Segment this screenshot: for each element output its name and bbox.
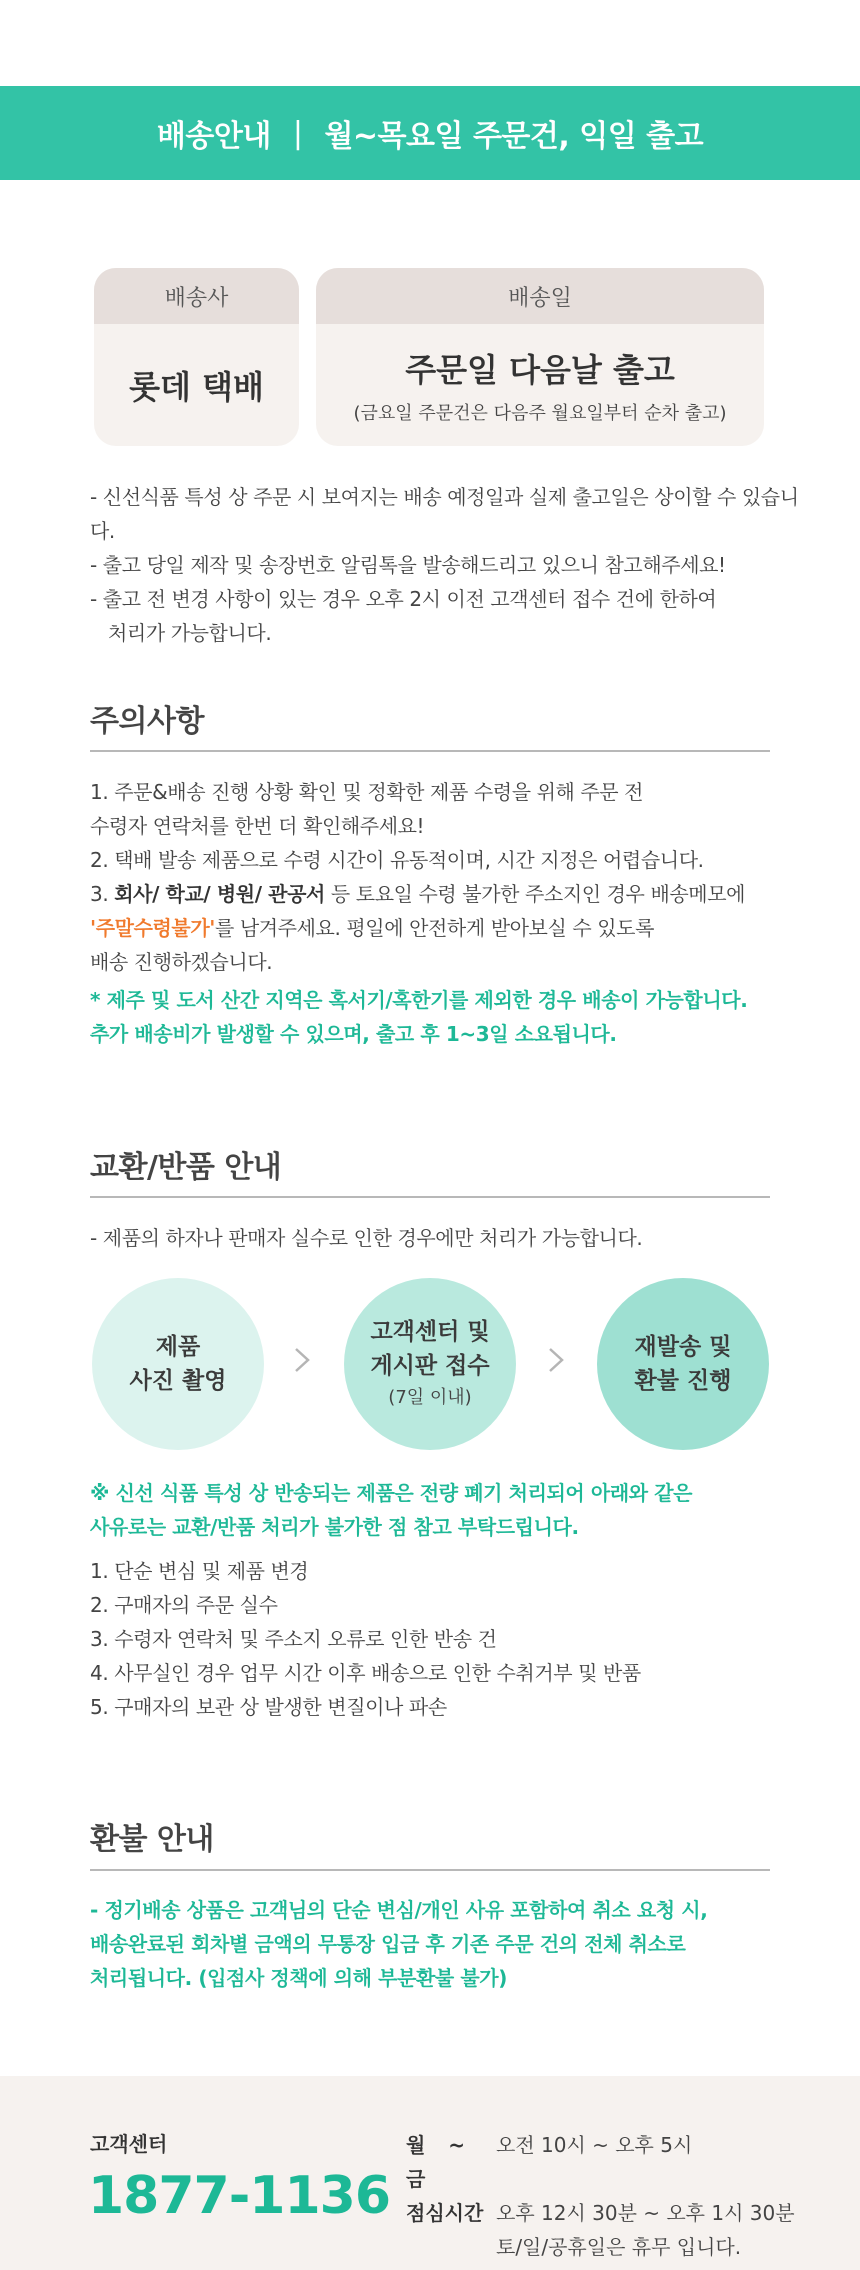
- banner-title: 배송안내: [156, 119, 271, 154]
- banner-separator: |: [292, 115, 303, 151]
- customer-center-phone[interactable]: 1877-1136: [88, 2166, 391, 2226]
- refund-line: 처리됩니다. (입점사 정책에 의해 부분환불 불가): [90, 1966, 507, 1990]
- carrier-card: [94, 268, 299, 446]
- hours-label: 월 ~ 금: [406, 2133, 474, 2191]
- business-hours: [406, 2128, 795, 2264]
- step-customer-center: 고객센터 및 게시판 접수 (7일 이내): [344, 1278, 516, 1450]
- exchange-divider: [90, 1196, 770, 1198]
- hours-value: 오전 10시 ~ 오후 5시: [496, 2133, 693, 2157]
- carrier-name: 롯데 택배: [129, 368, 264, 406]
- caution-island-notice: 추가 배송비가 발생할 수 있으며, 출고 후 1~3일 소요됩니다.: [90, 1022, 617, 1046]
- caution-line: 수령자 연락처를 한번 더 확인해주세요!: [90, 814, 425, 838]
- caution-line: '주말수령불가'를 남겨주세요. 평일에 안전하게 받아보실 수 있도록: [90, 916, 654, 940]
- ship-date-value: 주문일 다음날 출고: [405, 351, 675, 389]
- refund-line: - 정기배송 상품은 고객님의 단순 변심/개인 사유 포함하여 취소 요청 시,: [90, 1898, 708, 1922]
- caution-line: 3. 회사/ 학교/ 병원/ 관공서 등 토요일 수령 불가한 주소지인 경우 배송메모에: [90, 882, 746, 906]
- shipping-banner: [0, 86, 860, 180]
- lunch-value: 오후 12시 30분 ~ 오후 1시 30분: [496, 2201, 795, 2225]
- exchange-title: 교환/반품 안내: [90, 1150, 282, 1185]
- ship-date-card: [316, 268, 764, 446]
- step-photo: 제품 사진 촬영: [92, 1278, 264, 1450]
- exchange-notice: [90, 1476, 790, 1544]
- lunch-label: 점심시간: [406, 2201, 484, 2225]
- caution-bold-places: 회사/ 학교/ 병원/ 관공서: [114, 882, 325, 906]
- refund-divider: [90, 1869, 770, 1871]
- delivery-notes: [90, 480, 810, 650]
- list-item: 2. 구매자의 주문 실수: [90, 1593, 278, 1617]
- exchange-reasons: [90, 1554, 790, 1724]
- caution-list: [90, 775, 790, 1051]
- caution-island-notice: * 제주 및 도서 산간 지역은 혹서기/혹한기를 제외한 경우 배송이 가능합니다.: [90, 988, 748, 1012]
- list-item: 4. 사무실인 경우 업무 시간 이후 배송으로 인한 수취거부 및 반품: [90, 1661, 641, 1685]
- caution-line: 2. 택배 발송 제품으로 수령 시간이 유동적이며, 시간 지정은 어렵습니다.: [90, 848, 704, 872]
- refund-line: 배송완료된 회차별 금액의 무통장 입금 후 기존 주문 건의 전체 취소로: [90, 1932, 686, 1956]
- list-item: 5. 구매자의 보관 상 발생한 변질이나 파손: [90, 1695, 447, 1719]
- chevron-right-icon: [292, 1345, 312, 1375]
- caution-line: 1. 주문&배송 진행 상황 확인 및 정확한 제품 수령을 위해 주문 전: [90, 780, 644, 804]
- carrier-card-header: 배송사: [94, 268, 299, 324]
- weekend-unavailable-highlight: '주말수령불가': [90, 916, 215, 940]
- customer-center-label: 고객센터: [90, 2132, 168, 2156]
- delivery-note: - 출고 전 변경 사항이 있는 경우 오후 2시 이전 고객센터 접수 건에 한하여: [90, 587, 717, 611]
- delivery-note: - 신선식품 특성 상 주문 시 보여지는 배송 예정일과 실제 출고일은 상이할 수 있습니다.: [90, 485, 799, 543]
- exchange-intro: - 제품의 하자나 판매자 실수로 인한 경우에만 처리가 가능합니다.: [90, 1226, 643, 1250]
- list-item: 3. 수령자 연락처 및 주소지 오류로 인한 반송 건: [90, 1627, 497, 1651]
- customer-center-footer: [0, 2076, 860, 2270]
- ship-date-card-header: 배송일: [316, 268, 764, 324]
- delivery-note: - 출고 당일 제작 및 송장번호 알림톡을 발송해드리고 있으니 참고해주세요!: [90, 553, 726, 577]
- caution-title: 주의사항: [90, 704, 204, 739]
- step-resend-refund: 재발송 및 환불 진행: [597, 1278, 769, 1450]
- caution-divider: [90, 750, 770, 752]
- holiday-notice: 토/일/공휴일은 휴무 입니다.: [496, 2235, 742, 2259]
- exchange-notice-line: ※ 신선 식품 특성 상 반송되는 제품은 전량 폐기 처리되어 아래와 같은: [90, 1481, 693, 1505]
- exchange-notice-line: 사유로는 교환/반품 처리가 불가한 점 참고 부탁드립니다.: [90, 1515, 579, 1539]
- banner-subtitle: 월~목요일 주문건, 익일 출고: [324, 119, 704, 154]
- caution-line: 배송 진행하겠습니다.: [90, 950, 273, 974]
- refund-title: 환불 안내: [90, 1822, 214, 1857]
- refund-text: [90, 1893, 790, 1995]
- ship-date-note: (금요일 주문건은 다음주 월요일부터 순차 출고): [353, 403, 727, 424]
- delivery-note: 처리가 가능합니다.: [108, 621, 272, 645]
- chevron-right-icon: [546, 1345, 566, 1375]
- list-item: 1. 단순 변심 및 제품 변경: [90, 1559, 309, 1583]
